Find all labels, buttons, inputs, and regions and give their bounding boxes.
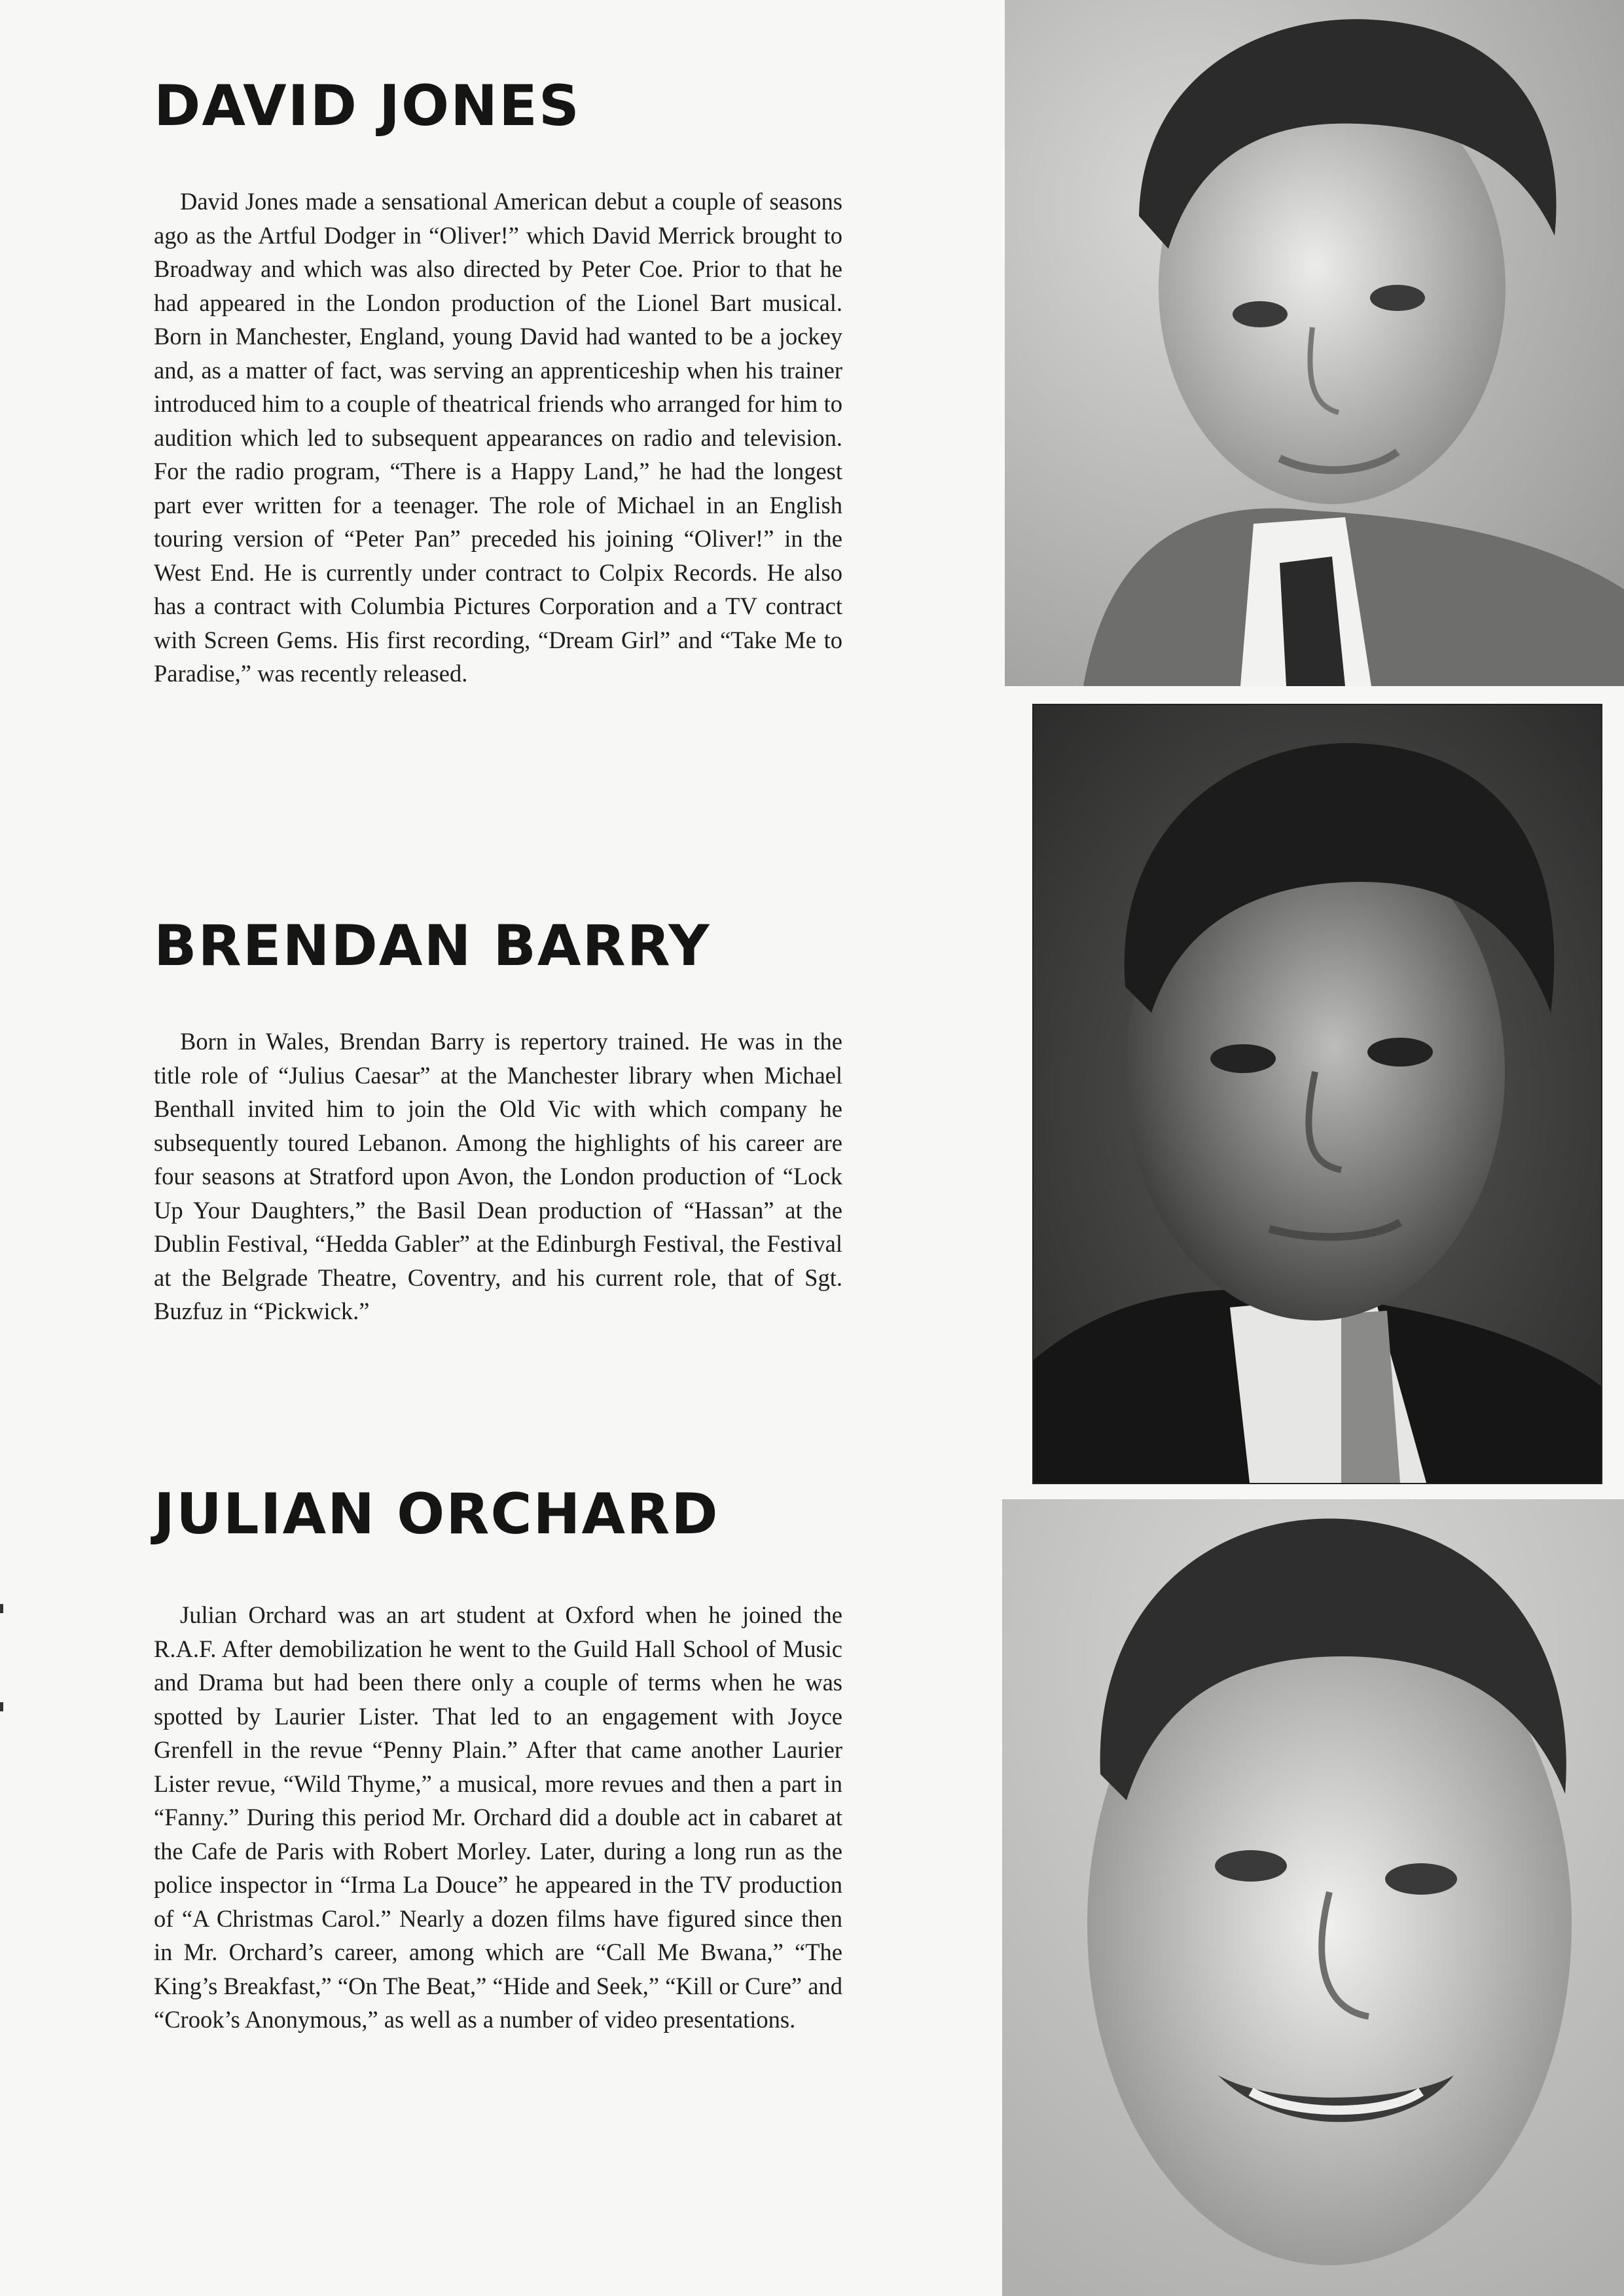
bio-david-jones (154, 73, 842, 691)
bio-heading: JULIAN ORCHARD (154, 1482, 719, 1547)
scan-edge-mark (0, 1702, 3, 1711)
bio-text: David Jones made a sensational American debut a couple of seasons ago as the Artful Dodger in “Oliver!” which David Merrick brought to Broadway and which was also directed by Peter Coe. Prior to that he had appeared in the London production of the Lionel Bart musical. Born in Manchester, England, young David had wanted to be a jockey and, as a matter of fact, was serving an apprenticeship when his trainer introduced him to a couple of theatrical friends who arranged for him to audition which led to subsequent appearances on radio and television. For the radio program, “There is a Happy Land,” he had the longest part ever written for a teenager. The role of Michael in an English touring version of “Peter Pan” preceded his joining “Oliver!” in the West End. He is currently under contract to Colpix Records. He also has a contract with Columbia Pictures Corporation and a TV contract with Screen Gems. His first recording, “Dream Girl” and “Take Me to Paradise,” was recently released. (154, 188, 842, 687)
portrait-david-jones (1005, 0, 1624, 686)
portrait-julian-orchard (1002, 1499, 1624, 2296)
bio-text: Julian Orchard was an art student at Oxford when he joined the R.A.F. After demobilization he went to the Guild Hall School of Music and Drama but had been there only a couple of terms when he was spotted by Laurier Lister. That led to an engagement with Joyce Grenfell in the revue “Penny Plain.” After that came another Laurier Lister revue, “Wild Thyme,” a musical, more revues and then a part in “Fanny.” During this period Mr. Orchard did a double act in cabaret at the Cafe de Paris with Robert Morley. Later, during a long run as the police inspector in “Irma La Douce” he appeared in the TV production of “A Christmas Carol.” Nearly a dozen films have figured since then in Mr. Orchard’s career, among which are “Call Me Bwana,” “The King’s Breakfast,” “On The Beat,” “Hide and Seek,” “Kill or Cure” and “Crook’s Anonymous,” as well as a number of video presentations. (154, 1601, 842, 2033)
portrait-image (1005, 0, 1624, 686)
bio-brendan-barry (154, 913, 842, 1328)
bio-text: Born in Wales, Brendan Barry is repertory trained. He was in the title role of “Julius Caesar” at the Manchester library when Michael Benthall invited him to join the Old Vic with which company he subsequently toured Lebanon. Among the highlights of his career are four seasons at Stratford upon Avon, the London production of “Lock Up Your Daughters,” the Basil Dean production of “Hassan” at the Dublin Festival, “Hedda Gabler” at the Edinburgh Festival, the Festival at the Belgrade Theatre, Coventry, and his current role, that of Sgt. Buzfuz in “Pickwick.” (154, 1028, 842, 1324)
bio-julian-orchard (154, 1482, 842, 2037)
bio-heading: DAVID JONES (154, 73, 581, 139)
portrait-image (1034, 705, 1601, 1483)
portrait-brendan-barry (1032, 704, 1602, 1484)
bio-heading: BRENDAN BARRY (154, 913, 711, 979)
portrait-image (1002, 1499, 1624, 2296)
scan-edge-mark (0, 1604, 3, 1613)
